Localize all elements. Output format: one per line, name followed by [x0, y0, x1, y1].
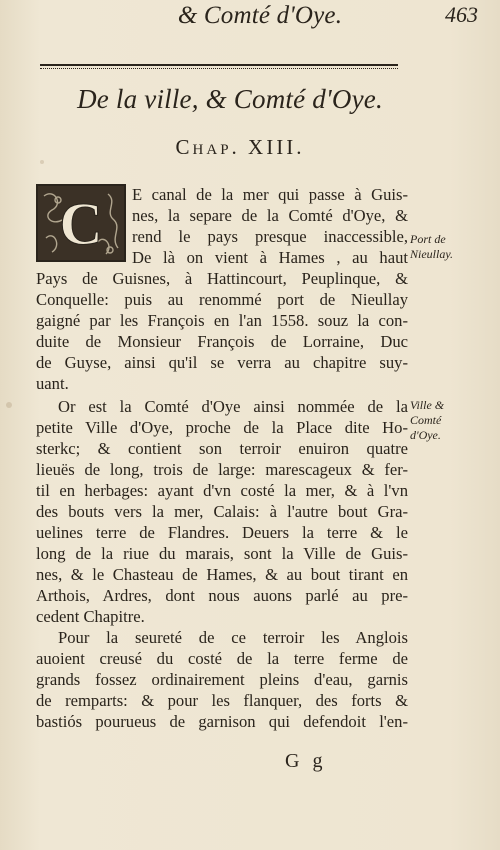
text-line: bastiós pourueus de garnison qui defendoit l'en- — [36, 712, 408, 731]
section-title: De la ville, & Comté d'Oye. — [77, 84, 383, 114]
text-line: gaigné par les François en l'an 1558. souz la con- — [36, 311, 408, 330]
text-line: nes, & le Chasteau de Hames, & au bout tirant en — [36, 565, 408, 584]
margin-note-line: Comté — [410, 413, 442, 427]
text-line: uant. — [36, 374, 69, 393]
paper-spot — [40, 160, 44, 164]
margin-note-line: Nieullay. — [410, 247, 453, 261]
text-line: duite de Monsieur François de Lorraine, Duc — [36, 332, 408, 351]
text-line: uelines terre de Flandres. Deuers la terre & le — [36, 523, 408, 542]
paper-spot — [6, 402, 12, 408]
header-rule — [40, 64, 398, 66]
text-line: Arthois, Ardres, dont nous auons parlé au pre- — [36, 586, 408, 605]
page-number: 463 — [445, 2, 478, 27]
text-line: Pays de Guisnes, à Hattincourt, Peuplinque, & — [36, 269, 408, 288]
text-line: sterkc; & contient son terroir enuiron quatre — [36, 439, 408, 458]
chapter-heading: Chap. XIII. — [175, 135, 305, 159]
text-line: Or est la Comté d'Oye ainsi nommée de la — [58, 397, 408, 416]
margin-note-ville — [410, 398, 444, 443]
text-line: Conquelle: puis au renommé port de Nieullay — [36, 290, 408, 309]
text-line: lieuës de long, trois de large: marescageux & fer- — [36, 460, 408, 479]
text-line: rend le pays presque inaccessible, — [132, 227, 408, 246]
text-line: long de la riue du marais, sont la Ville de Guis- — [36, 544, 408, 563]
text-line: de remparts: & pour les flanquer, des forts & — [36, 691, 408, 710]
text-line: de Guyse, ainsi qu'il se verra au chapitre suy- — [36, 353, 408, 372]
margin-note-line: d'Oye. — [410, 428, 441, 442]
text-line: nes, la separe de la Comté d'Oye, & — [132, 206, 408, 225]
text-line: petite Ville d'Oye, proche de la Place dite Ho- — [36, 418, 408, 437]
text-line: cedent Chapitre. — [36, 607, 145, 626]
margin-note-line: Ville & — [410, 398, 445, 412]
margin-note-port — [410, 232, 453, 262]
ornamental-initial-c — [36, 184, 126, 262]
margin-note-line: Port de — [410, 232, 446, 246]
text-line: auoient creusé du costé de la terre ferme de — [36, 649, 408, 668]
text-line: grands fossez ordinairement pleins d'eau, garnis — [36, 670, 408, 689]
text-line: Pour la seureté de ce terroir les Anglois — [58, 628, 408, 647]
text-line: des bouts vers la mer, Calais: à l'autre bout Gra- — [36, 502, 408, 521]
text-line: til en herbages: ayant d'vn costé la mer, & à l'vn — [36, 481, 408, 500]
text-line: E canal de la mer qui passe à Guis- — [132, 185, 408, 204]
signature-mark: G g — [285, 750, 327, 772]
dropcap-letter: C — [59, 191, 103, 257]
running-title: & Comté d'Oye. — [177, 2, 343, 29]
text-line: De là on vient à Hames , au haut — [132, 248, 408, 267]
